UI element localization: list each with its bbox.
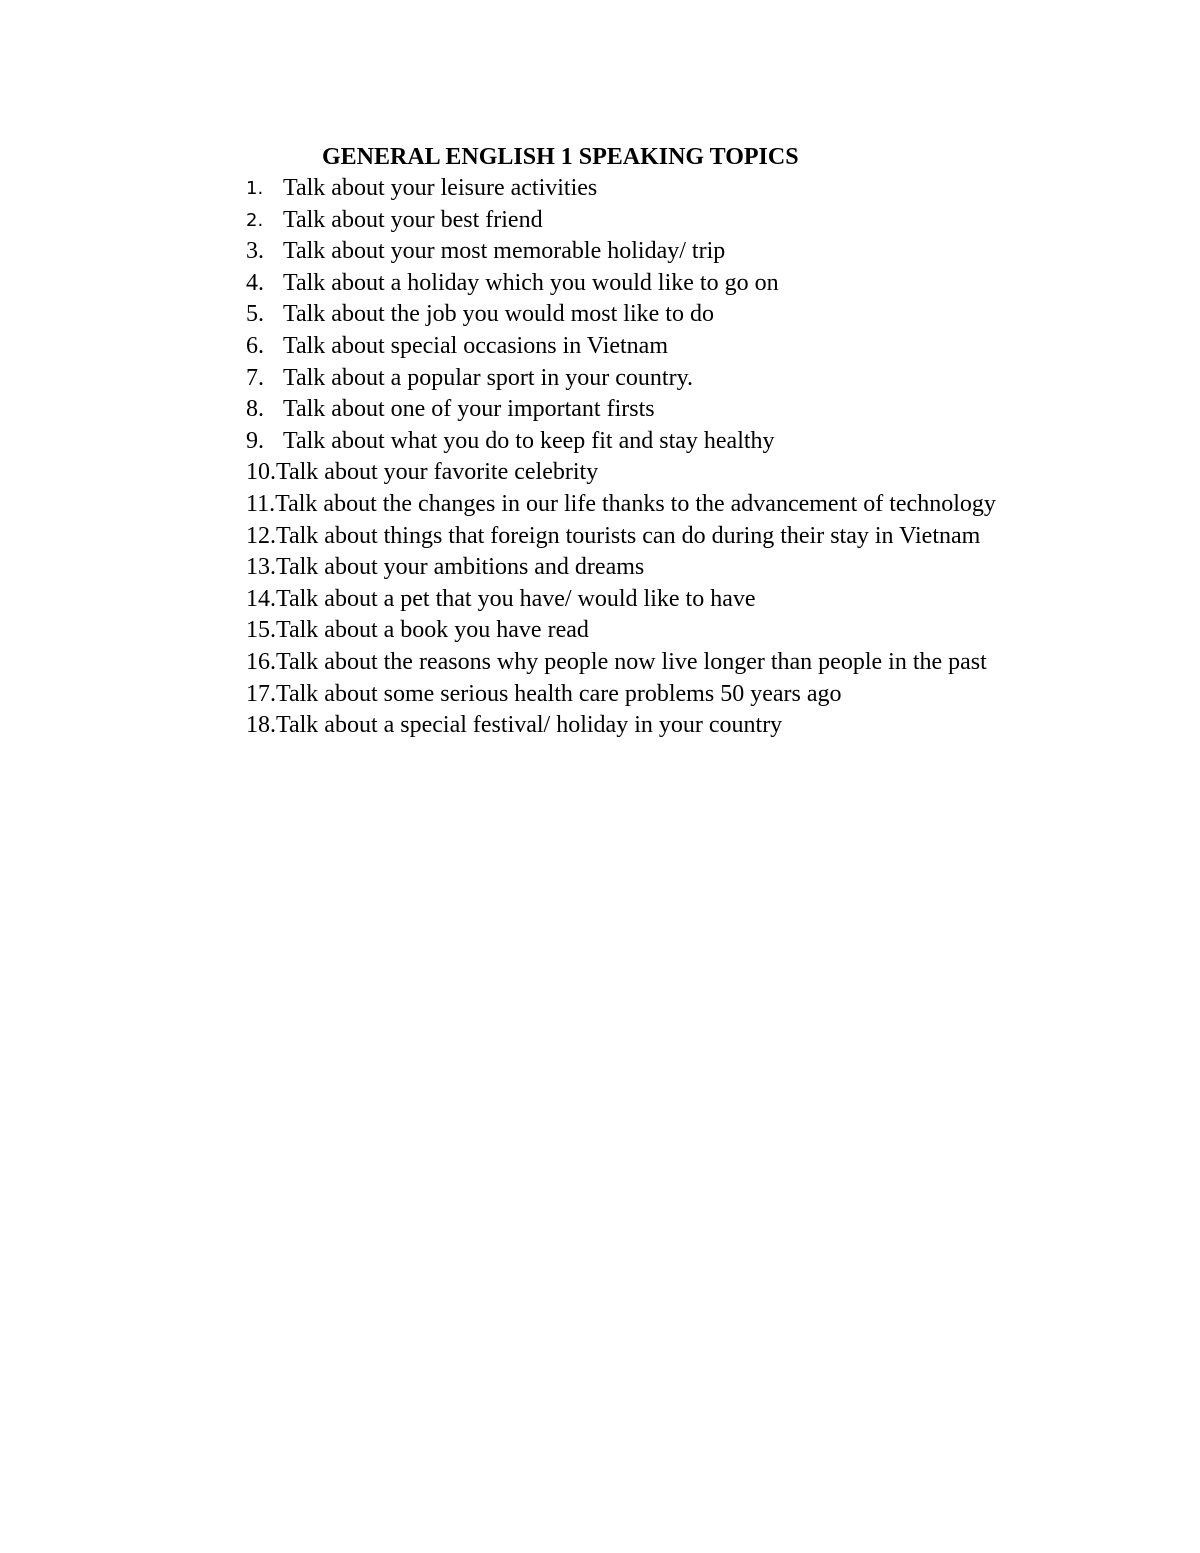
topic-number: 14. [246, 585, 276, 612]
topic-number: 17. [246, 680, 276, 707]
topic-text: Talk about a pet that you have/ would like to have [276, 585, 756, 612]
topic-text: Talk about a book you have read [276, 617, 589, 644]
topic-item [246, 647, 1058, 679]
topic-number: 13. [246, 554, 276, 581]
topic-number: 9. [246, 427, 264, 454]
document-content [246, 141, 1058, 742]
topic-number: 16. [246, 648, 276, 675]
topic-text: Talk about your leisure activities [283, 175, 598, 201]
topic-item [246, 615, 1058, 647]
topic-text: Talk about things that foreign tourists can do during their stay in Vietnam [276, 522, 981, 549]
topic-number: 15. [246, 617, 276, 644]
topic-text: Talk about a popular sport in your country. [283, 364, 694, 391]
topic-list [246, 173, 1058, 742]
topic-number: 1. [246, 178, 264, 199]
topic-text: Talk about special occasions in Vietnam [283, 332, 668, 359]
topic-number: 2. [246, 209, 264, 231]
topic-text: Talk about your best friend [283, 206, 543, 233]
topic-number: 11. [246, 490, 276, 517]
topic-item [246, 426, 1058, 458]
topic-item [246, 394, 1058, 426]
topic-text: Talk about your most memorable holiday/ trip [283, 238, 726, 265]
topic-item [246, 205, 1058, 237]
topic-item [246, 236, 1058, 268]
topic-item [246, 489, 1058, 521]
topic-item [246, 584, 1058, 616]
topic-text: Talk about the reasons why people now live longer than people in the past [276, 648, 987, 675]
topic-number: 10. [246, 459, 276, 486]
topic-item [246, 679, 1058, 711]
topic-text: Talk about the job you would most like to do [283, 301, 714, 328]
topic-number: 4. [246, 269, 264, 296]
topic-number: 7. [246, 364, 264, 391]
topic-item [246, 331, 1058, 363]
topic-text: Talk about the changes in our life thanks to the advancement of technology [275, 490, 996, 517]
topic-number: 3. [246, 238, 264, 265]
topic-item [246, 457, 1058, 489]
topic-number: 5. [246, 301, 264, 328]
topic-number: 8. [246, 396, 264, 423]
topic-item [246, 710, 1058, 742]
topic-item [246, 173, 1058, 205]
topic-item [246, 363, 1058, 395]
topic-item [246, 299, 1058, 331]
topic-text: Talk about your favorite celebrity [276, 459, 599, 486]
topic-item [246, 552, 1058, 584]
topic-text: Talk about your ambitions and dreams [276, 554, 645, 581]
topic-text: Talk about a special festival/ holiday in your country [276, 712, 783, 739]
topic-text: Talk about one of your important firsts [283, 396, 655, 423]
topic-text: Talk about what you do to keep fit and stay healthy [283, 427, 775, 454]
topic-text: Talk about a holiday which you would like to go on [283, 269, 779, 296]
topic-number: 12. [246, 522, 276, 549]
topic-item [246, 521, 1058, 553]
topic-number: 6. [246, 332, 264, 359]
topic-text: Talk about some serious health care problems 50 years ago [276, 680, 842, 707]
topic-item [246, 268, 1058, 300]
topic-number: 18. [246, 712, 276, 739]
document-title: GENERAL ENGLISH 1 SPEAKING TOPICS [322, 144, 799, 170]
